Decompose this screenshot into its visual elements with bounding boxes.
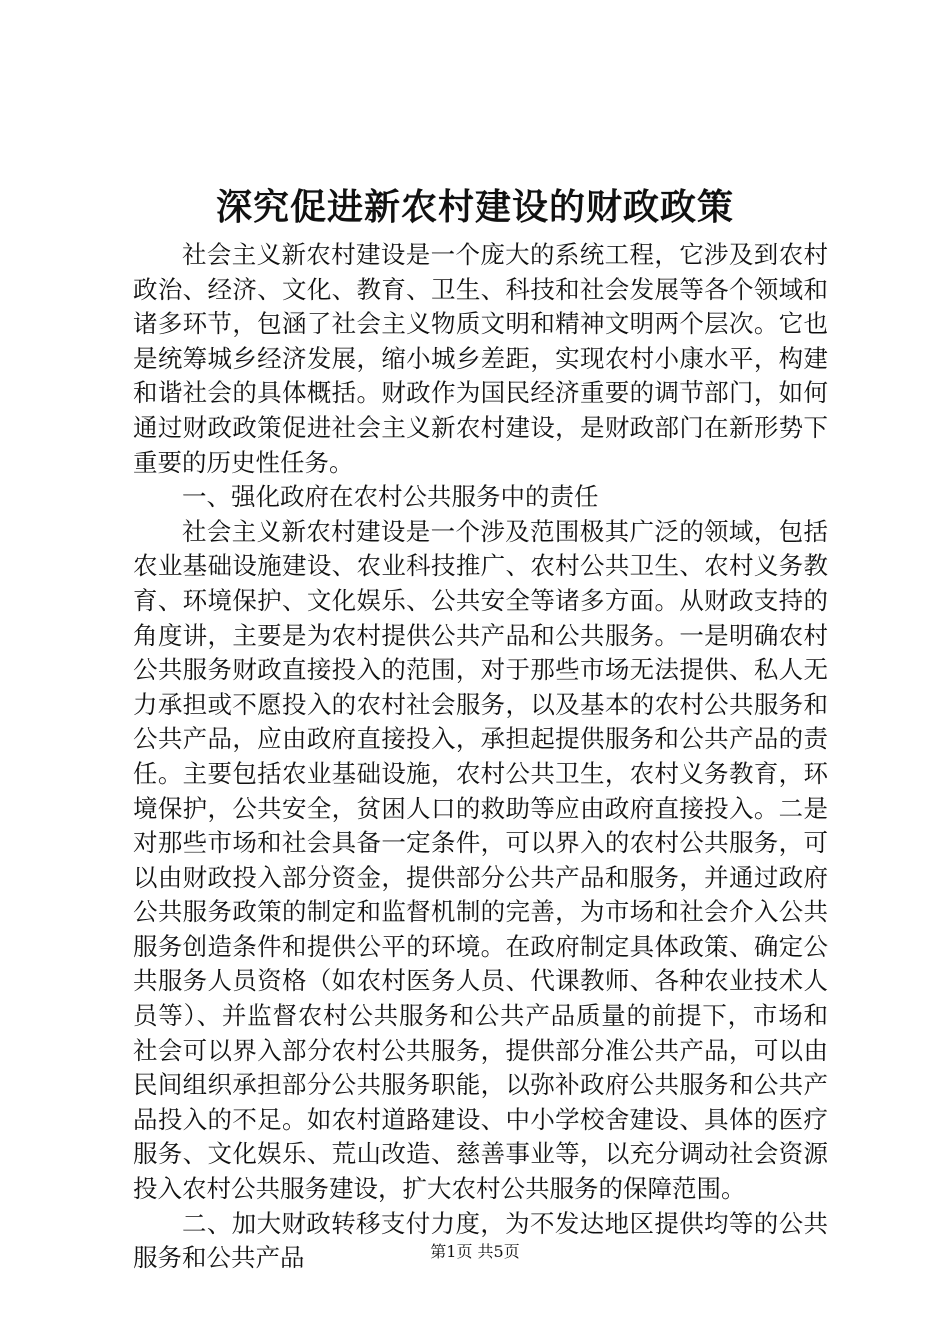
document-title: 深究促进新农村建设的财政政策	[215, 186, 734, 228]
paragraph-intro: 社会主义新农村建设是一个庞大的系统工程，它涉及到农村政治、经济、文化、教育、卫生、科技和社会发展等各个领域和诸多环节，包涵了社会主义物质文明和精神文明两个层次。它也是统筹城乡经济发展，缩小城乡差距，实现农村小康水平，构建和谐社会的具体概括。财政作为国民经济重要的调节部门，如何通过财政政策促进社会主义新农村建设，是财政部门在新形势下重要的历史性任务。	[133, 240, 828, 477]
paragraph-section-1: 社会主义新农村建设是一个涉及范围极其广泛的领域，包括农业基础设施建设、农业科技推广、农村公共卫生、农村义务教育、环境保护、文化娱乐、公共安全等诸多方面。从财政支持的角度讲，主要是为农村提供公共产品和公共服务。一是明确农村公共服务财政直接投入的范围，对于那些市场无法提供、私人无力承担或不愿投入的农村社会服务，以及基本的农村公共服务和公共产品，应由政府直接投入，承担起提供服务和公共产品的责任。主要包括农业基础设施，农村公共卫生，农村义务教育，环境保护，公共安全，贫困人口的救助等应由政府直接投入。二是对那些市场和社会具备一定条件，可以界入的农村公共服务，可以由财政投入部分资金，提供部分公共产品和服务，并通过政府公共服务政策的制定和监督机制的完善，为市场和社会介入公共服务创造条件和提供公平的环境。在政府制定具体政策、确定公共服务人员资格（如农村医务人员、代课教师、各种农业技术人员等）、并监督农村公共服务和公共产品质量的前提下，市场和社会可以界入部分农村公共服务，提供部分准公共产品，可以由民间组织承担部分公共服务职能，以弥补政府公共服务和公共产品投入的不足。如农村道路建设、中小学校舍建设、具体的医疗服务、文化娱乐、荒山改造、慈善事业等，以充分调动社会资源投入农村公共服务建设，扩大农村公共服务的保障范围。	[133, 516, 828, 1204]
document-body	[133, 238, 828, 1276]
section-heading-2: 二、加大财政转移支付力度，为不发达地区提供均等的公共服务和公共产品	[133, 1208, 828, 1273]
section-heading-1: 一、强化政府在农村公共服务中的责任	[182, 482, 599, 512]
page-number-footer: 第1页 共5页	[430, 1242, 520, 1261]
